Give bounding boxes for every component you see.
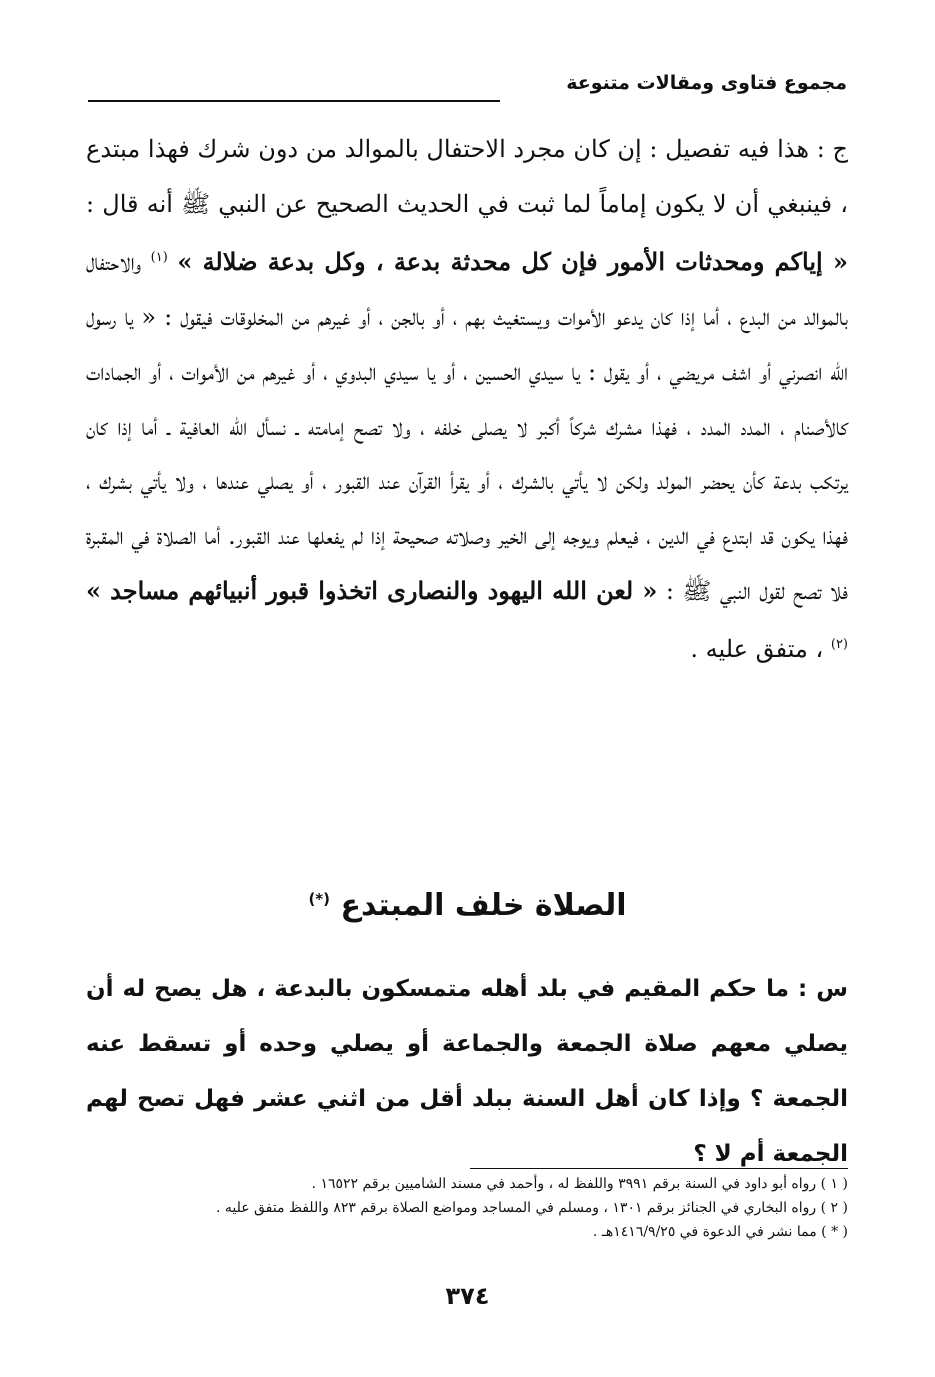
section-title-marker: (*) <box>308 890 331 908</box>
header-rule <box>88 100 500 102</box>
footnote-1: ( ١ ) رواه أبو داود في السنة برقم ٣٩٩١ واللفظ له ، وأحمد في مسند الشاميين برقم ١٦٥٢٢ . <box>311 1176 848 1192</box>
page-number: ٣٧٤ <box>445 1282 490 1310</box>
question-text: س : ما حكم المقيم في بلد أهله متمسكون بالبدعة ، هل يصح له أن يصلي معهم صلاة الجمعة والجماعة أو يصلي وحده أو تسقط عنه الجمعة ؟ وإذا كان أهل السنة ببلد أقل من اثني عشر فهل تصح لهم الجمعة أم لا ؟ <box>86 976 848 1167</box>
footnote-ref-2: (٢) <box>830 637 848 653</box>
footnotes <box>86 1172 848 1244</box>
footnote-3: ( * ) مما نشر في الدعوة في ١٤١٦/٩/٢٥هـ . <box>592 1224 848 1240</box>
answer-middle: والاحتفال بالموالد من البدع ، أما إذا كان يدعو الأموات ويستغيث بهم ، أو بالجن ، أو غيرهم من المخلوقات فيقول : « يا رسول الله انصرني أو اشف مريضي ، أو يقول : يا سيدي الحسين ، أو يا سيدي البدوي ، أو غيرهم من الأموات ، أو الجمادات كالأصنام ، المدد المدد ، فهذا مشرك شركاً أكبر لا يصلى خلفه ، ولا تصح إمامته ـ نسأل الله العافية ـ أما إذا كان يرتكب بدعة كأن يحضر المولد ولكن لا يأتي بالشرك ، أو يقرأ القرآن عند القبور ، أو يصلي عندها ، ولا يأتي بشرك ، فهذا يكون قد ابتدع في الدين ، فيعلم ويوجه إلى الخير وصلاته صحيحة إذا لم يفعلها عند القبور. أما الصلاة في المقبرة فلا تصح لقول النبي ﷺ : <box>86 248 849 605</box>
section-title-text: الصلاة خلف المبتدع <box>340 888 627 923</box>
hadith-quote-1: « إياكم ومحدثات الأمور فإن كل محدثة بدعة ، وكل بدعة ضلالة » <box>177 247 848 277</box>
hadith-quote-2: « لعن الله اليهود والنصارى اتخذوا قبور أنبيائهم مساجد » <box>86 575 658 605</box>
footnote-2: ( ٢ ) رواه البخاري في الجنائز برقم ١٣٠١ ، ومسلم في المساجد ومواضع الصلاة برقم ٨٢٣ واللفظ متفق عليه . <box>215 1200 848 1216</box>
footnote-ref-1: (١) <box>150 250 168 266</box>
answer-intro: ج : هذا فيه تفصيل : إن كان مجرد الاحتفال بالموالد من دون شرك فهذا مبتدع ، فينبغي أن لا يكون إماماً لما ثبت في الحديث الصحيح عن النبي ﷺ أنه قال : <box>86 135 848 218</box>
answer-ending: ، متفق عليه . <box>690 635 831 664</box>
answer-paragraph <box>86 122 848 677</box>
section-title <box>0 888 935 923</box>
footnote-rule <box>470 1168 848 1169</box>
answer-text <box>86 122 848 677</box>
running-header: مجموع فتاوى ومقالات متنوعة <box>566 72 847 94</box>
question-paragraph <box>86 962 848 1182</box>
